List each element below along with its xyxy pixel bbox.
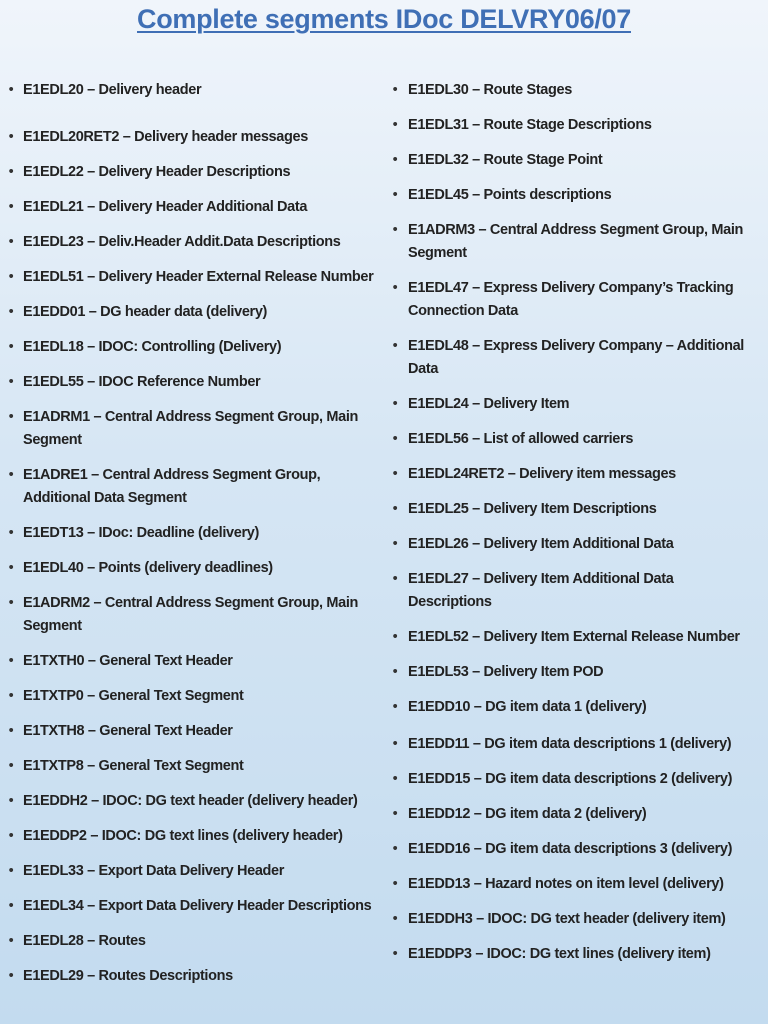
segment-item: • E1EDD12 – DG item data 2 (delivery) — [386, 803, 768, 826]
bullet-icon: • — [8, 653, 14, 669]
bullet-icon: • — [392, 946, 398, 962]
segment-item: • E1EDL18 – IDOC: Controlling (Delivery) — [0, 336, 390, 359]
segment-item: • E1EDL30 – Route Stages — [386, 79, 768, 102]
segment-item: • E1EDL23 – Deliv.Header Addit.Data Descriptions — [0, 231, 390, 254]
segment-item: • E1EDL28 – Routes — [0, 930, 390, 953]
segment-item: • E1TXTH8 – General Text Header — [0, 720, 390, 743]
segment-item: • E1TXTH0 – General Text Header — [0, 650, 390, 673]
bullet-icon: • — [392, 664, 398, 680]
bullet-icon: • — [8, 234, 14, 250]
bullet-icon: • — [8, 793, 14, 809]
segment-item: • E1EDD13 – Hazard notes on item level (delivery) — [386, 873, 768, 896]
bullet-icon: • — [8, 828, 14, 844]
bullet-icon: • — [8, 758, 14, 774]
bullet-icon: • — [8, 525, 14, 541]
segment-item: • E1EDL25 – Delivery Item Descriptions — [386, 498, 768, 521]
segment-item: • E1EDL40 – Points (delivery deadlines) — [0, 557, 390, 580]
bullet-icon: • — [392, 82, 398, 98]
bullet-icon: • — [392, 629, 398, 645]
segment-item: • E1EDL20 – Delivery header — [0, 79, 390, 102]
segment-item: • E1EDDH2 – IDOC: DG text header (delivery header) — [0, 790, 390, 813]
bullet-icon: • — [392, 806, 398, 822]
segment-item: • E1EDL56 – List of allowed carriers — [386, 428, 768, 451]
bullet-icon: • — [8, 164, 14, 180]
bullet-icon: • — [8, 560, 14, 576]
bullet-icon: • — [8, 339, 14, 355]
segment-item: • E1TXTP8 – General Text Segment — [0, 755, 390, 778]
bullet-icon: • — [392, 431, 398, 447]
segment-item: • E1ADRE1 – Central Address Segment Group, Additional Data Segment — [0, 464, 390, 510]
bullet-icon: • — [8, 269, 14, 285]
bullet-icon: • — [8, 968, 14, 984]
segment-item: • E1EDL51 – Delivery Header External Release Number — [0, 266, 390, 289]
segment-item: • E1EDL55 – IDOC Reference Number — [0, 371, 390, 394]
right-segment-list — [386, 79, 768, 966]
bullet-icon: • — [8, 595, 14, 611]
bullet-icon: • — [392, 152, 398, 168]
bullet-icon: • — [392, 117, 398, 133]
segment-item: • E1ADRM3 – Central Address Segment Group, Main Segment — [386, 219, 768, 265]
bullet-icon: • — [392, 876, 398, 892]
left-segment-list — [0, 79, 390, 988]
bullet-icon: • — [392, 222, 398, 238]
bullet-icon: • — [392, 466, 398, 482]
bullet-icon: • — [8, 688, 14, 704]
bullet-icon: • — [8, 723, 14, 739]
segment-item: • E1EDL26 – Delivery Item Additional Data — [386, 533, 768, 556]
segment-item: • E1EDL31 – Route Stage Descriptions — [386, 114, 768, 137]
bullet-icon: • — [392, 736, 398, 752]
segment-item: • E1EDL47 – Express Delivery Company’s Tracking Connection Data — [386, 277, 768, 323]
segment-item: • E1EDD15 – DG item data descriptions 2 (delivery) — [386, 768, 768, 791]
bullet-icon: • — [392, 699, 398, 715]
segment-item: • E1EDL53 – Delivery Item POD — [386, 661, 768, 684]
bullet-icon: • — [392, 280, 398, 296]
segment-item: • E1EDL22 – Delivery Header Descriptions — [0, 161, 390, 184]
segment-item: • E1EDL20RET2 – Delivery header messages — [0, 126, 390, 149]
bullet-icon: • — [392, 771, 398, 787]
bullet-icon: • — [8, 82, 14, 98]
bullet-icon: • — [392, 501, 398, 517]
bullet-icon: • — [392, 187, 398, 203]
page-title: Complete segments IDoc DELVRY06/07 — [137, 4, 631, 34]
segment-item: • E1EDL45 – Points descriptions — [386, 184, 768, 207]
bullet-icon: • — [392, 911, 398, 927]
segment-item: • E1EDL32 – Route Stage Point — [386, 149, 768, 172]
segment-item: • E1EDD11 – DG item data descriptions 1 (delivery) — [386, 733, 768, 756]
segment-item: • E1EDL33 – Export Data Delivery Header — [0, 860, 390, 883]
bullet-icon: • — [8, 374, 14, 390]
bullet-icon: • — [392, 338, 398, 354]
bullet-icon: • — [8, 467, 14, 483]
segment-item: • E1EDDP3 – IDOC: DG text lines (delivery item) — [386, 943, 768, 966]
bullet-icon: • — [8, 129, 14, 145]
bullet-icon: • — [392, 536, 398, 552]
bullet-icon: • — [8, 863, 14, 879]
bullet-icon: • — [8, 898, 14, 914]
segment-item: • E1EDDH3 – IDOC: DG text header (delivery item) — [386, 908, 768, 931]
segment-item: • E1ADRM1 – Central Address Segment Group, Main Segment — [0, 406, 390, 452]
segment-item: • E1ADRM2 – Central Address Segment Group, Main Segment — [0, 592, 390, 638]
segment-item: • E1EDL29 – Routes Descriptions — [0, 965, 390, 988]
segment-item: • E1EDL34 – Export Data Delivery Header Descriptions — [0, 895, 390, 918]
segment-item: • E1EDL48 – Express Delivery Company – Additional Data — [386, 335, 768, 381]
bullet-icon: • — [392, 841, 398, 857]
bullet-icon: • — [392, 571, 398, 587]
segment-item: • E1EDL24RET2 – Delivery item messages — [386, 463, 768, 486]
segment-item: • E1EDL21 – Delivery Header Additional Data — [0, 196, 390, 219]
bullet-icon: • — [8, 409, 14, 425]
segment-item: • E1EDDP2 – IDOC: DG text lines (delivery header) — [0, 825, 390, 848]
bullet-icon: • — [8, 933, 14, 949]
segment-item: • E1EDT13 – IDoc: Deadline (delivery) — [0, 522, 390, 545]
segment-item: • E1EDL52 – Delivery Item External Release Number — [386, 626, 768, 649]
segment-item: • E1EDD10 – DG item data 1 (delivery) — [386, 696, 768, 719]
segment-item: • E1TXTP0 – General Text Segment — [0, 685, 390, 708]
bullet-icon: • — [8, 199, 14, 215]
segment-item: • E1EDL27 – Delivery Item Additional Data Descriptions — [386, 568, 768, 614]
bullet-icon: • — [392, 396, 398, 412]
segment-item: • E1EDL24 – Delivery Item — [386, 393, 768, 416]
segment-item: • E1EDD01 – DG header data (delivery) — [0, 301, 390, 324]
segment-item: • E1EDD16 – DG item data descriptions 3 (delivery) — [386, 838, 768, 861]
bullet-icon: • — [8, 304, 14, 320]
